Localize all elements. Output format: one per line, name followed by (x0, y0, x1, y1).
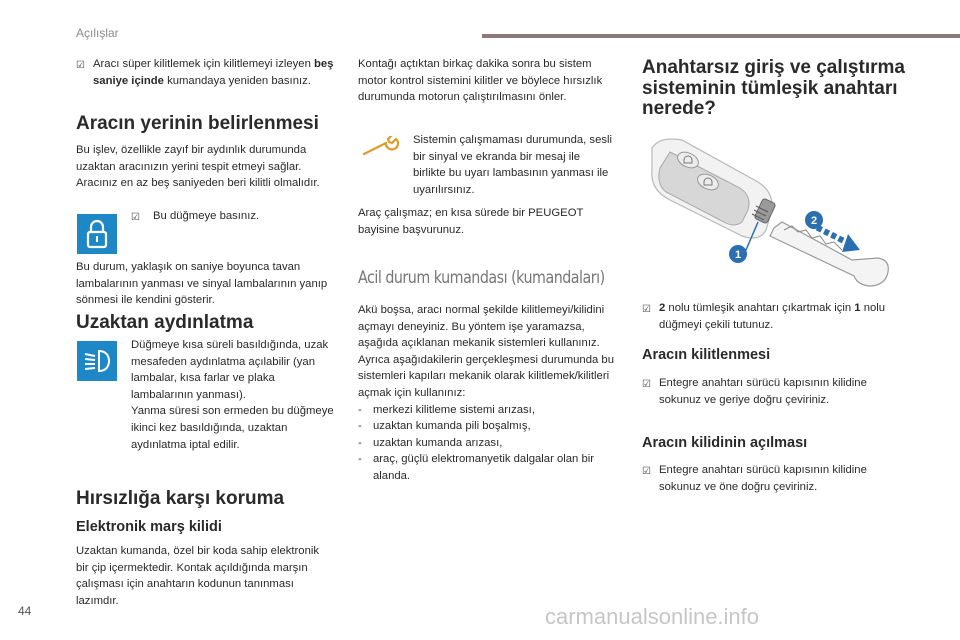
smart-key-illustration (642, 130, 920, 295)
bullet-icon: ☑ (642, 466, 651, 477)
headlamp-icon (77, 341, 117, 381)
immobiliser-title: Elektronik marş kilidi (76, 519, 222, 535)
key-bullet: ☑ 2 nolu tümleşik anahtarı çıkartmak için 1 nolu düğmeyi çekili tutunuz. (642, 302, 886, 331)
unlock-title: Aracın kilidinin açılması (642, 435, 808, 451)
callout-2: 2 (810, 215, 818, 227)
list-item: - merkezi kilitleme sistemi arızası, (358, 403, 535, 416)
section-label: Açılışlar (76, 26, 119, 40)
lock-title: Aracın kilitlenmesi (642, 347, 771, 363)
superlock-bullet: ☑ Aracı süper kilitlemek için kilitlemeyi izleyen beş saniye içinde kumandaya yeniden basınız. (76, 58, 334, 87)
locate-text: Bu işlev, özellikle zayıf bir aydınlık durumunda uzaktan aracınızın yerini tespit etmeyi sağlar. Aracınız en az beş saniyeden beri kilitli olmalıdır. (76, 144, 320, 190)
watermark: carmanualsonline.info (545, 604, 760, 629)
header-bar (482, 34, 960, 38)
unlock-bullet: ☑ Entegre anahtarı sürücü kapısının kilidine sokunuz ve öne doğru çeviriniz. (642, 464, 867, 493)
callout-1: 1 (734, 249, 742, 261)
list-item: - uzaktan kumanda pili boşalmış, (358, 420, 531, 433)
bullet-icon: ☑ (76, 60, 85, 71)
locate-bullet: ☑ Bu düğmeye basınız. (131, 208, 331, 225)
page-number: 44 (18, 604, 32, 618)
padlock-icon (77, 214, 117, 254)
theft-title: Hırsızlığa karşı koruma (76, 488, 285, 509)
immobiliser-text: Uzaktan kumanda, özel bir koda sahip elektronik bir çip içermektedir. Kontak açıldığında marşın çalışması için anahtarın kodunun tanınması lazımdır. (76, 545, 320, 607)
list-item: - uzaktan kumanda arızası, (358, 436, 503, 449)
bullet-icon: ☑ (642, 379, 651, 390)
emergency-title: Acil durum kumandası (kumandaları) (358, 268, 605, 288)
wrench-icon (360, 136, 404, 158)
list-item: - araç, güçlü elektromanyetik dalgalar olan bir alanda. (358, 453, 595, 482)
lock-button-icon-box (77, 214, 117, 254)
keyless-title: Anahtarsız giriş ve çalıştırma sisteminin tümleşik anahtarı nerede? (642, 57, 905, 119)
locate-title: Aracın yerinin belirlenmesi (76, 113, 319, 134)
dealer-text: Araç çalışmaz; en kısa sürede bir PEUGEOT bayisine başvurunuz. (358, 207, 584, 236)
lighting-title: Uzaktan aydınlatma (76, 312, 254, 333)
bullet-icon: ☑ (642, 304, 651, 315)
emergency-text: Akü boşsa, aracı normal şekilde kilitlemeyi/kilidini açmayı deneyiniz. Bu yöntem işe yaramazsa, aşağıda açıklanan mekanik sistemleri kullanınız. Ayrıca aşağıdakilerin gerçekleşmesi durumunda bu sistemleri kapıları mekanik olarak kilitlemek/kilitleri açmak için kullanınız: - merkezi kilitleme sistemi arızası, - uzaktan kumanda pili boşalmış, - uzaktan kumanda arızası, - araç, güçlü elektromanyetik dalgalar olan bir alanda. (358, 302, 622, 485)
lighting-button-icon-box (77, 341, 117, 381)
lock-bullet: ☑ Entegre anahtarı sürücü kapısının kilidine sokunuz ve geriye doğru çeviriniz. (642, 377, 867, 406)
locate-result: Bu durum, yaklaşık on saniye boyunca tavan lambalarının yanması ve sinyal lambalarının yanıp sönmesi ile kendini gösterir. (76, 261, 328, 307)
lighting-text: Düğmeye kısa süreli basıldığında, uzak mesafeden aydınlatma açılabilir (yan lambalar, kısa farlar ve plaka lambalarının yanması). Yanma süresi son ermeden bu düğmeye ikinci kez basıldığında, uzaktan aydınlatma iptal edilir. (131, 339, 334, 451)
ignition-text: Kontağı açtıktan birkaç dakika sonra bu sistem motor kontrol sistemini kilitler ve böylece hırsızlık durumunda motorun çalıştırılmasını önler. (358, 58, 603, 104)
bullet-icon: ☑ (131, 212, 140, 223)
key-illustration (642, 130, 920, 295)
warning-text: Sistemin çalışmaması durumunda, sesli bir sinyal ve ekranda bir mesaj ile birlikte bu uyarı lambasının yanması ile uyarılırsınız. (413, 134, 613, 196)
